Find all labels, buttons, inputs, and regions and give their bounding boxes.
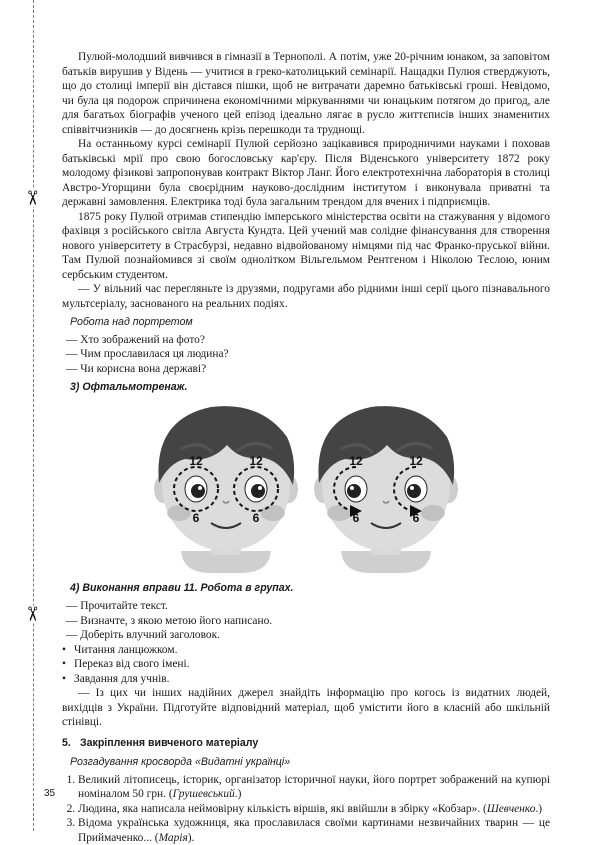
instruction: — Визначте, з якою метою його написано. [62,614,550,629]
crossword-item: 1. Великий літописець, історик, організатор історичної науки, його портрет зображений на купюрі номіналом 50 грн. (Грушевський.) [78,773,550,802]
page-number: 35 [44,788,55,799]
instruction: — Доберіть влучний заголовок. [62,628,550,643]
label-6: 6 [353,511,360,525]
label-12: 12 [349,454,363,468]
bullet-item: • Переказ від свого імені. [62,657,550,672]
label-6: 6 [193,511,200,525]
question: — Хто зображений на фото? [62,333,550,348]
exercise-11-heading: 4) Виконання вправи 11. Робота в групах. [70,581,550,596]
paragraph: 1875 року Пулюй отримав стипендію імперського міністерства освіти на стажування у відомого фахівця з російського світла Августа Кундта. Цей учений мав солідне фінансування для створення нового університету в Страсбурзі, недавно відвойованому німцями під час Франко-пруської війни. Там Пулюй познайомився зі своїм однолітком Вільгельмом Рентгеном і Ніколою Теслою, юним сербським студентом. [62,210,550,283]
crossword-heading: Розгадування кросворда «Видатні українці» [70,755,550,770]
boy-face-right [314,406,458,573]
section-title: Закріплення вивченого матеріалу [80,737,258,749]
question: — Чи корисна вона державі? [62,362,550,377]
cut-line [33,0,34,831]
section-heading [62,736,550,751]
bullet-item: • Завдання для учнів. [62,672,550,687]
paragraph: — У вільний час перегляньте із друзями, подругами або рідними інші серії цього пізнавального мультсеріалу, засновaного на реальних подіях. [62,282,550,311]
bullet-item: • Читання ланцюжком. [62,643,550,658]
label-12: 12 [249,454,263,468]
task-text: — Із цих чи інших надійних джерел знайдіть інформацію про когось із видатних людей, вихідців з України. Підготуйте відповідний матеріал, щоб умістити його в класній або шкільній стінівці. [62,686,550,730]
section-number: 5. [62,736,80,751]
portrait-work-heading: Робота над портретом [70,315,550,330]
paragraph: Пулюй-молодший вивчився в гімназії в Тернополі. А потім, уже 20-річним юнаком, за заповітом батьків вирушив у Відень — учитися в греко-католицький семінарії. Нащадки Пулюя стверджують, що до столиці імперії він дістався пішки, щоб не витрачати даремно батьківські гроші. Невідомо, чи була ця подорож спричинена економічними міркуваннями чи юнацьким потягом до пригод, але для багатьох біографів ученого цей епізод ідеально лягає в русло життєписів інших знаменитих співвітчизників — до досягнень крізь перешкоди та труднощі. [62,50,550,137]
scissors-icon: ✂ [22,190,42,207]
crossword-item: 2. Людина, яка написала неймовірну кількість віршів, які ввійшли в збірку «Кобзар». (Шевченко.) [78,802,550,817]
answer: Марія [159,832,188,844]
page-content [62,50,550,845]
instruction: — Прочитайте текст. [62,599,550,614]
crossword-item: 3. Відома українська художниця, яка прославилася своїми картинами незвичайних тварин — це Приймаченко... (Марія). [78,816,550,845]
scissors-icon: ✂ [22,606,42,623]
label-6: 6 [253,511,260,525]
crossword-list [62,773,550,845]
eye-exercise-illustration [141,401,471,573]
label-6: 6 [413,511,420,525]
eye-exercise-heading: 3) Офтальмотренаж. [70,380,550,395]
question: — Чим прославилася ця людина? [62,347,550,362]
answer: Шевченко [487,803,536,815]
boy-face-left [154,406,298,573]
label-12: 12 [189,454,203,468]
answer: Грушевський [173,788,235,800]
paragraph: На останньому курсі семінарії Пулюй серйозно зацікавився природничими науками і поховав батьківські мрії про свою богословську кар'єру. Після Віденського університету 1872 року молодому фізикові запропонував контракт Віктор Ланг. Його електротехнічна лабораторія в столиці Австро-Угорщини була своєрідним науково-дослідним інститутом і виконувала приватні та державні замовлення. Електрика тоді була загальним трендом для вчених і підприємців. [62,137,550,210]
label-12: 12 [409,454,423,468]
